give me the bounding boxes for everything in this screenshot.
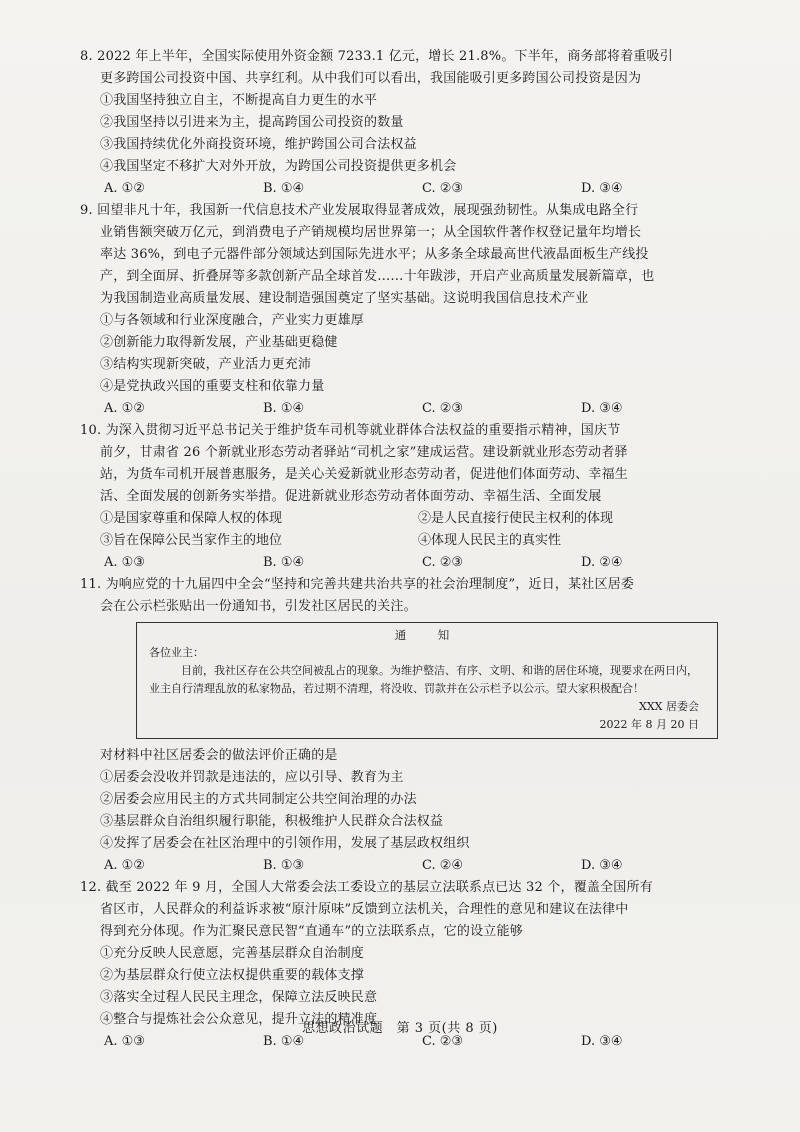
answer-c: C. ②③ (422, 555, 464, 570)
question-11-option: ②居委会应用民主的方式共同制定公共空间治理的办法 (100, 792, 417, 807)
question-9-option: ①与各领域和行业深度融合，产业实力更雄厚 (100, 313, 365, 328)
question-12-option: ②为基层群众行使立法权提供重要的载体支撑 (100, 968, 365, 983)
question-10 (80, 420, 740, 574)
answer-a: A. ①② (104, 181, 145, 196)
notice-signer: XXX 居委会 (639, 700, 699, 713)
question-12-stem-line: 12. 截至 2022 年 9 月，全国人大常委会法工委设立的基层立法联系点已达 32 个，覆盖全国所有 (80, 880, 653, 895)
question-11 (80, 574, 740, 877)
question-8-option: ③我国持续优化外商投资环境，维护跨国公司合法权益 (100, 137, 417, 152)
page-footer: 思想政治试题 第 3 页(共 8 页) (302, 1021, 498, 1036)
question-12-option: ③落实全过程人民民主理念，保障立法反映民意 (100, 990, 378, 1005)
questions-container (80, 46, 740, 1053)
question-11-answers (80, 855, 740, 877)
question-9-option: ④是党执政兴国的重要支柱和依靠力量 (100, 379, 325, 394)
question-8-stem-line: 更多跨国公司投资中国、共享红利。从中我们可以看出，我国能吸引更多跨国公司投资是因为 (100, 71, 642, 86)
answer-d: D. ②④ (581, 555, 623, 570)
notice-box (136, 622, 718, 739)
question-10-stem-line: 10. 为深入贯彻习近平总书记关于维护货车司机等就业群体合法权益的重要指示精神，国庆节 (80, 423, 621, 438)
answer-b: B. ①③ (263, 858, 305, 873)
answer-b: B. ①④ (263, 1034, 305, 1049)
answer-d: D. ③④ (581, 1034, 623, 1049)
question-10-option: ②是人民直接行使民主权利的体现 (418, 511, 614, 526)
answer-d: D. ③④ (581, 858, 623, 873)
question-9-answers (80, 398, 740, 420)
question-12-stem-line: 省区市，人民群众的利益诉求被“原汁原味”反馈到立法机关，合理性的意见和建议在法律中 (100, 902, 629, 917)
question-11-prompt: 对材料中社区居委会的做法评价正确的是 (100, 748, 338, 763)
question-11-option: ③基层群众自治组织履行职能，积极维护人民群众合法权益 (100, 814, 444, 829)
notice-body: 目前，我社区存在公共空间被乱占的现象。为维护整洁、有序、文明、和谐的居住环境，现要求在两日内，业主自行清理乱放的私家物品，若过期不清理，将没收、罚款并在公示栏予以公示。望大家积极配合！ (149, 664, 698, 695)
question-9-stem-line: 为我国制造业高质量发展、建设制造强国奠定了坚实基础。这说明我国信息技术产业 (100, 291, 589, 306)
notice-greeting: 各位业主： (149, 646, 204, 659)
question-11-stem-line: 会在公示栏张贴出一份通知书，引发社区居民的关注。 (100, 599, 417, 614)
question-11-stem-line: 11. 为响应党的十九届四中全会“坚持和完善共建共治共享的社会治理制度”，近日，某社区居委 (80, 577, 635, 592)
question-9-stem-line: 产，到全面屏、折叠屏等多款创新产品全球首发……十年跋涉，开启产业高质量发展新篇章，也 (100, 269, 655, 284)
question-9-stem-line: 9. 回望非凡十年，我国新一代信息技术产业发展取得显著成效，展现强劲韧性。从集成电路全行 (80, 203, 639, 218)
question-10-option-row (80, 530, 740, 552)
question-10-answers (80, 552, 740, 574)
answer-d: D. ③④ (581, 181, 623, 196)
question-8-option: ②我国坚持以引进来为主，提高跨国公司投资的数量 (100, 115, 404, 130)
notice-title: 通 知 (394, 628, 460, 642)
answer-b: B. ①④ (263, 401, 305, 416)
question-8-option: ④我国坚定不移扩大对外开放，为跨国公司投资提供更多机会 (100, 159, 457, 174)
question-10-option: ③旨在保障公民当家作主的地位 (100, 533, 283, 548)
question-12-option: ④整合与提炼社会公众意见，提升立法的精准度 (100, 1012, 378, 1027)
answer-c: C. ②③ (422, 401, 464, 416)
notice-date: 2022 年 8 月 20 日 (599, 718, 699, 731)
answer-b: B. ①④ (263, 181, 305, 196)
question-8-stem-line: 8. 2022 年上半年，全国实际使用外资金额 7233.1 亿元，增长 21.8%。下半年，商务部将着重吸引 (80, 49, 673, 64)
question-10-option: ④体现人民民主的真实性 (418, 533, 562, 548)
question-8 (80, 46, 740, 200)
answer-d: D. ③④ (581, 401, 623, 416)
answer-a: A. ①② (104, 858, 145, 873)
question-10-stem-line: 活、全面发展的创新务实举措。促进新就业形态劳动者体面劳动、幸福生活、全面发展 (100, 489, 602, 504)
answer-c: C. ②④ (422, 858, 464, 873)
answer-a: A. ①② (104, 401, 145, 416)
answer-b: B. ①④ (263, 555, 305, 570)
question-10-stem-line: 前夕，甘肃省 26 个新就业形态劳动者驿站“司机之家”建成运营。建设新就业形态劳动者驿 (100, 445, 628, 460)
question-9-stem-line: 率达 36%，到电子元器件部分领域达到国际先进水平；从多条全球最高世代液晶面板生产线投 (100, 247, 649, 262)
answer-c: C. ②③ (422, 181, 464, 196)
question-8-answers (80, 178, 740, 200)
question-9 (80, 200, 740, 420)
question-12-stem-line: 得到充分体现。作为汇聚民意民智“直通车”的立法联系点，它的设立能够 (100, 924, 523, 939)
question-8-option: ①我国坚持独立自主，不断提高自力更生的水平 (100, 93, 378, 108)
answer-a: A. ①③ (104, 1034, 145, 1049)
answer-a: A. ①③ (104, 555, 145, 570)
question-9-option: ③结构实现新突破，产业活力更充沛 (100, 357, 312, 372)
question-11-option: ①居委会没收并罚款是违法的，应以引导、教育为主 (100, 770, 404, 785)
question-9-option: ②创新能力取得新发展，产业基础更稳健 (100, 335, 338, 350)
question-11-option: ④发挥了居委会在社区治理中的引领作用，发展了基层政权组织 (100, 836, 470, 851)
question-9-stem-line: 业销售额突破万亿元，到消费电子产销规模均居世界第一；从全国软件著作权登记量年均增长 (100, 225, 642, 240)
question-10-stem-line: 站，为货车司机开展普惠服务，是关心关爱新就业形态劳动者，促进他们体面劳动、幸福生 (100, 467, 629, 482)
question-10-option-row (80, 508, 740, 530)
question-10-option: ①是国家尊重和保障人权的体现 (100, 511, 283, 526)
answer-c: C. ②③ (422, 1034, 464, 1049)
question-12-option: ①充分反映人民意愿，完善基层群众自治制度 (100, 946, 365, 961)
